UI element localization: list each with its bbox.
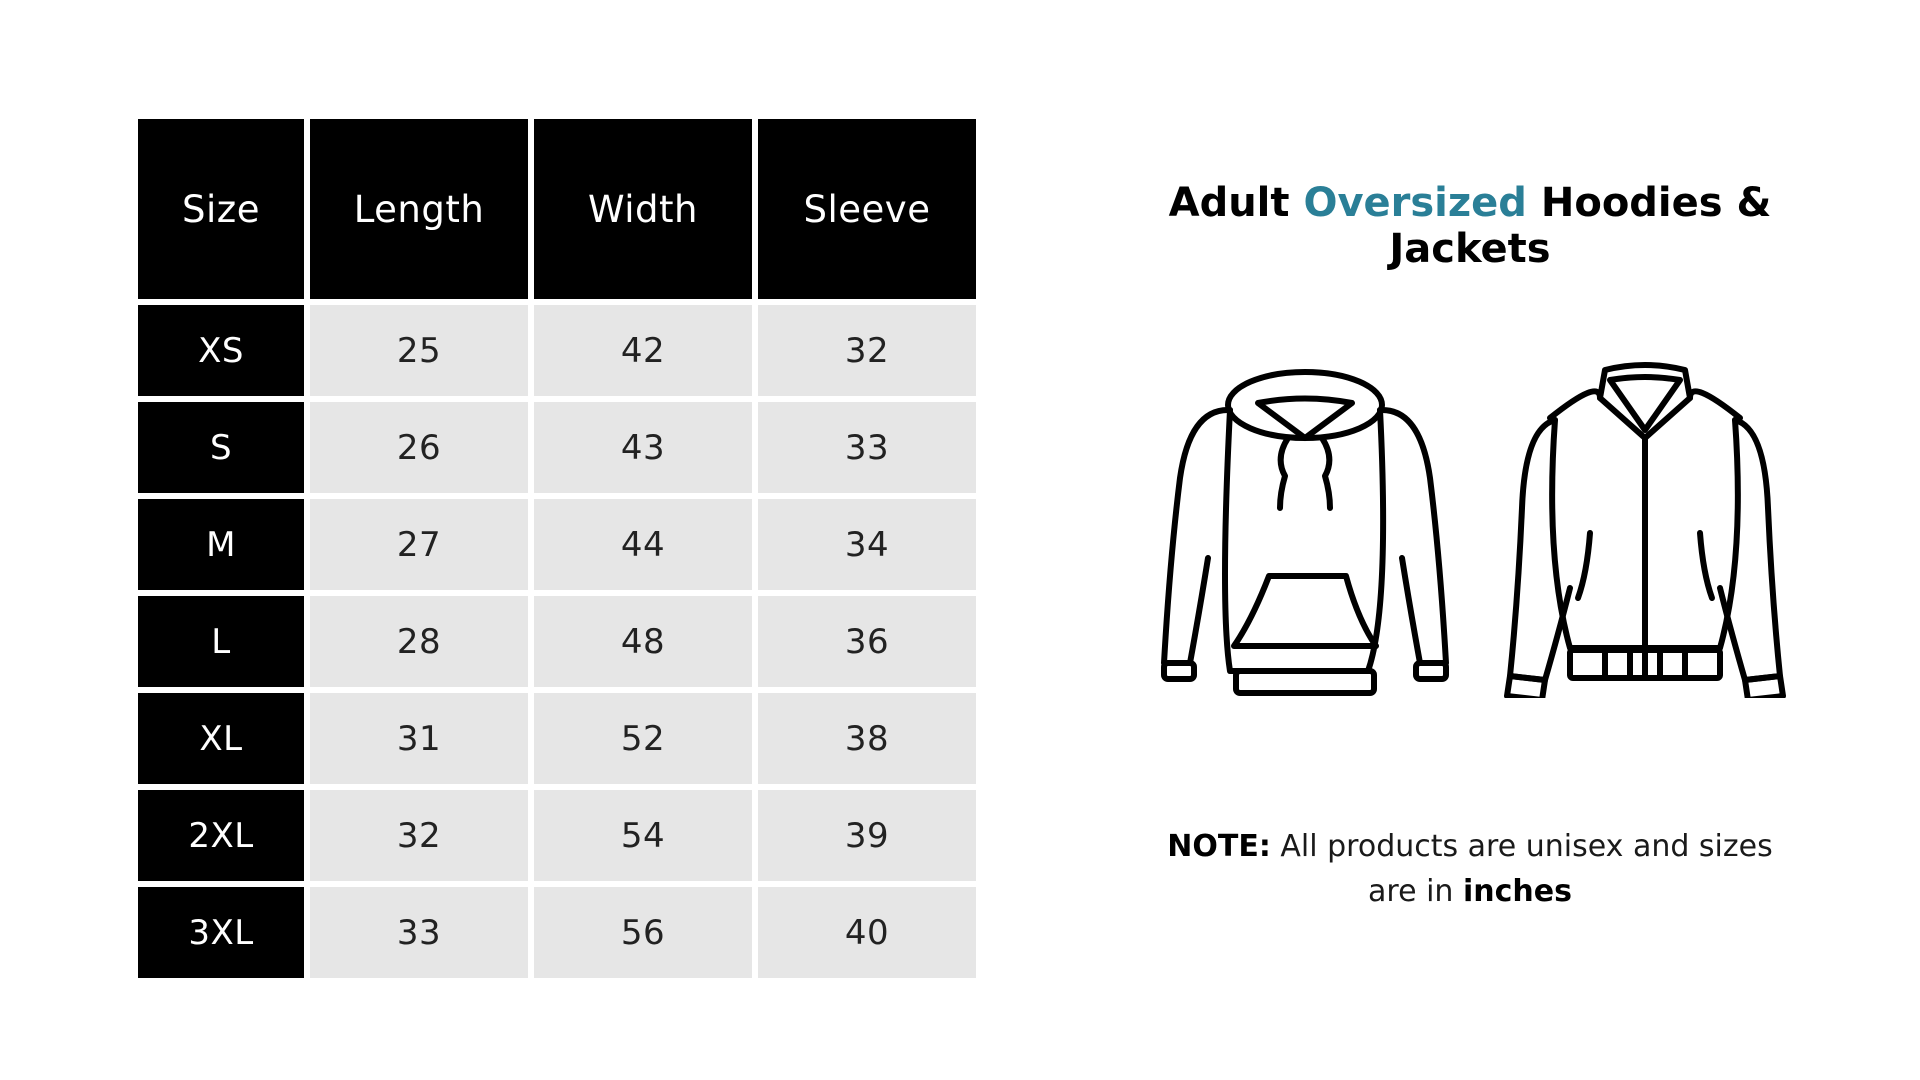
- sleeve-value: 36: [758, 596, 976, 687]
- sleeve-value: 33: [758, 402, 976, 493]
- size-label: XS: [138, 305, 304, 396]
- width-value: 42: [534, 305, 752, 396]
- sleeve-value: 40: [758, 887, 976, 978]
- header-length: Length: [310, 119, 528, 299]
- size-label: M: [138, 499, 304, 590]
- header-width: Width: [534, 119, 752, 299]
- sizing-note: [1150, 824, 1790, 914]
- size-label: XL: [138, 693, 304, 784]
- size-chart-table: [138, 119, 976, 978]
- width-value: 48: [534, 596, 752, 687]
- length-value: 28: [310, 596, 528, 687]
- length-value: 31: [310, 693, 528, 784]
- hoodie-icon: [1164, 372, 1446, 693]
- size-label: L: [138, 596, 304, 687]
- length-value: 27: [310, 499, 528, 590]
- sleeve-value: 32: [758, 305, 976, 396]
- sleeve-value: 34: [758, 499, 976, 590]
- width-value: 44: [534, 499, 752, 590]
- note-emphasis: inches: [1462, 874, 1572, 909]
- size-label: 3XL: [138, 887, 304, 978]
- length-value: 26: [310, 402, 528, 493]
- title-suffix: Hoodies & Jackets: [1389, 180, 1772, 272]
- size-label: 2XL: [138, 790, 304, 881]
- header-sleeve: Sleeve: [758, 119, 976, 299]
- width-value: 43: [534, 402, 752, 493]
- width-value: 56: [534, 887, 752, 978]
- width-value: 52: [534, 693, 752, 784]
- garment-illustrations: [1130, 358, 1790, 698]
- sleeve-value: 38: [758, 693, 976, 784]
- note-label: NOTE:: [1167, 829, 1271, 864]
- length-value: 32: [310, 790, 528, 881]
- page-title: [1120, 180, 1820, 272]
- header-size: Size: [138, 119, 304, 299]
- title-accent: Oversized: [1303, 180, 1527, 226]
- size-label: S: [138, 402, 304, 493]
- jacket-icon: [1507, 365, 1783, 698]
- sleeve-value: 39: [758, 790, 976, 881]
- title-prefix: Adult: [1168, 180, 1304, 226]
- length-value: 25: [310, 305, 528, 396]
- width-value: 54: [534, 790, 752, 881]
- length-value: 33: [310, 887, 528, 978]
- note-text: All products are unisex and sizes are in: [1270, 829, 1773, 909]
